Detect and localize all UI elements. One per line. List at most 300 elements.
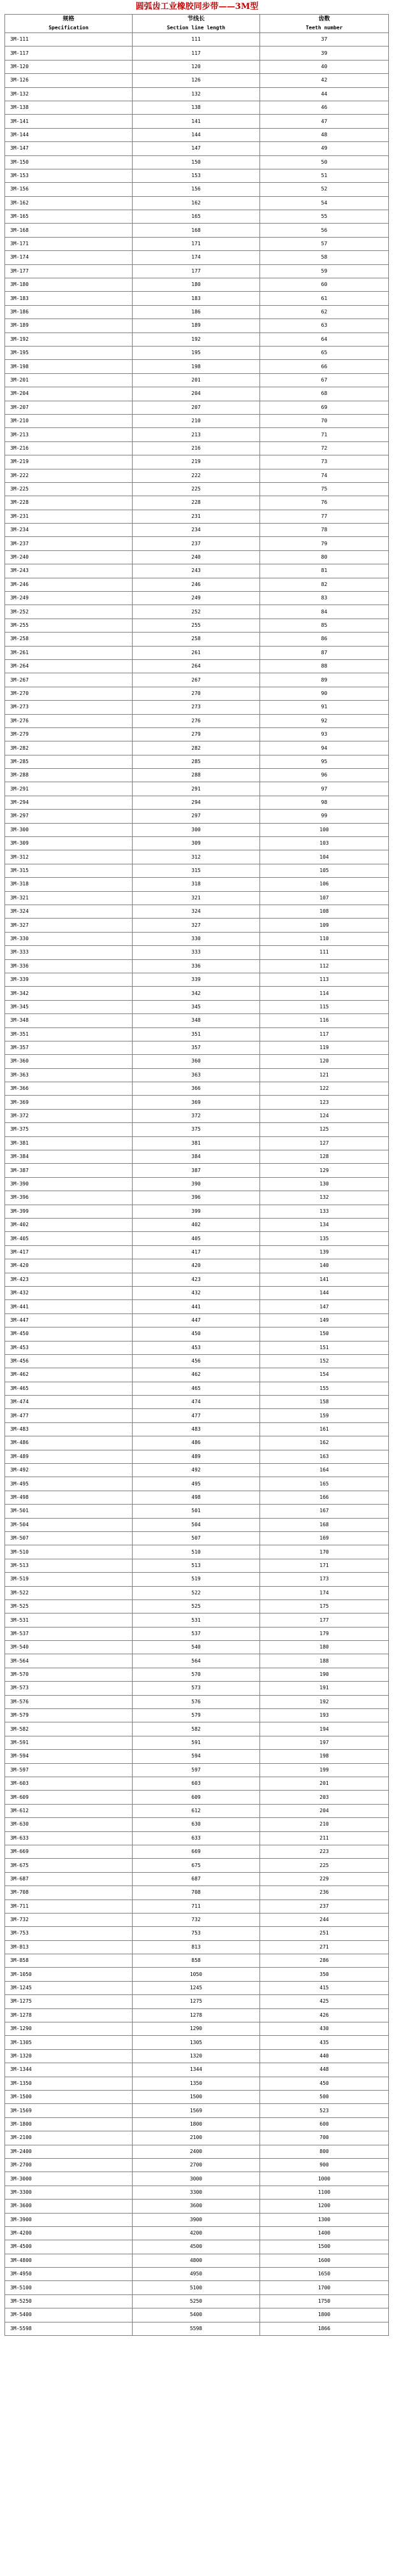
cell-section-length: 477 xyxy=(133,1409,260,1422)
cell-specification: 3M-5400 xyxy=(5,2308,133,2322)
cell-specification: 3M-210 xyxy=(5,414,133,427)
table-row xyxy=(5,891,389,905)
cell-specification: 3M-441 xyxy=(5,1300,133,1313)
cell-teeth-number: 73 xyxy=(260,455,389,469)
cell-specification: 3M-120 xyxy=(5,60,133,73)
cell-section-length: 204 xyxy=(133,387,260,401)
cell-specification: 3M-111 xyxy=(5,33,133,47)
cell-teeth-number: 1200 xyxy=(260,2200,389,2213)
cell-teeth-number: 89 xyxy=(260,673,389,687)
cell-teeth-number: 1700 xyxy=(260,2281,389,2294)
table-row xyxy=(5,319,389,333)
cell-section-length: 168 xyxy=(133,224,260,237)
cell-specification: 3M-207 xyxy=(5,401,133,414)
cell-teeth-number: 1400 xyxy=(260,2226,389,2240)
table-row xyxy=(5,1409,389,1422)
table-row xyxy=(5,496,389,510)
cell-specification: 3M-387 xyxy=(5,1164,133,1177)
cell-specification: 3M-1320 xyxy=(5,2049,133,2063)
cell-specification: 3M-195 xyxy=(5,346,133,359)
cell-section-length: 3900 xyxy=(133,2213,260,2226)
cell-teeth-number: 39 xyxy=(260,47,389,60)
table-row xyxy=(5,482,389,496)
header-len-en: Section line length xyxy=(166,25,226,31)
table-row xyxy=(5,1396,389,1409)
cell-specification: 3M-5100 xyxy=(5,2281,133,2294)
cell-specification: 3M-2700 xyxy=(5,2158,133,2172)
table-row xyxy=(5,183,389,196)
cell-specification: 3M-177 xyxy=(5,264,133,278)
cell-section-length: 519 xyxy=(133,1573,260,1586)
table-row xyxy=(5,646,389,659)
table-row xyxy=(5,128,389,141)
table-row xyxy=(5,1831,389,1845)
cell-teeth-number: 77 xyxy=(260,510,389,523)
cell-section-length: 177 xyxy=(133,264,260,278)
cell-section-length: 633 xyxy=(133,1831,260,1845)
cell-specification: 3M-603 xyxy=(5,1777,133,1791)
cell-teeth-number: 55 xyxy=(260,210,389,224)
cell-section-length: 237 xyxy=(133,537,260,550)
table-row xyxy=(5,1436,389,1450)
cell-section-length: 357 xyxy=(133,1041,260,1054)
cell-specification: 3M-258 xyxy=(5,633,133,646)
cell-section-length: 261 xyxy=(133,646,260,659)
cell-specification: 3M-270 xyxy=(5,687,133,700)
cell-teeth-number: 900 xyxy=(260,2158,389,2172)
cell-specification: 3M-462 xyxy=(5,1368,133,1382)
cell-specification: 3M-390 xyxy=(5,1177,133,1191)
header-specification xyxy=(5,15,133,33)
cell-specification: 3M-3900 xyxy=(5,2213,133,2226)
cell-section-length: 138 xyxy=(133,101,260,114)
table-row xyxy=(5,1791,389,1804)
table-row xyxy=(5,2281,389,2294)
cell-teeth-number: 251 xyxy=(260,1927,389,1940)
cell-specification: 3M-156 xyxy=(5,183,133,196)
cell-section-length: 1278 xyxy=(133,2008,260,2022)
cell-specification: 3M-162 xyxy=(5,196,133,210)
cell-section-length: 420 xyxy=(133,1259,260,1273)
table-row xyxy=(5,550,389,564)
table-row xyxy=(5,1750,389,1763)
cell-section-length: 531 xyxy=(133,1614,260,1627)
cell-teeth-number: 286 xyxy=(260,1954,389,1968)
table-row xyxy=(5,592,389,605)
cell-teeth-number: 201 xyxy=(260,1777,389,1791)
table-row xyxy=(5,155,389,169)
cell-section-length: 369 xyxy=(133,1096,260,1109)
cell-section-length: 222 xyxy=(133,469,260,482)
cell-section-length: 198 xyxy=(133,360,260,373)
table-row xyxy=(5,1422,389,1436)
cell-teeth-number: 173 xyxy=(260,1573,389,1586)
cell-specification: 3M-315 xyxy=(5,864,133,877)
cell-teeth-number: 426 xyxy=(260,2008,389,2022)
cell-section-length: 342 xyxy=(133,987,260,1000)
cell-section-length: 1344 xyxy=(133,2063,260,2077)
cell-teeth-number: 129 xyxy=(260,1164,389,1177)
cell-section-length: 330 xyxy=(133,932,260,945)
table-row xyxy=(5,1273,389,1286)
table-row xyxy=(5,864,389,877)
cell-specification: 3M-597 xyxy=(5,1763,133,1777)
table-row xyxy=(5,1777,389,1791)
cell-specification: 3M-537 xyxy=(5,1627,133,1640)
table-row xyxy=(5,414,389,427)
table-row xyxy=(5,741,389,755)
cell-teeth-number: 106 xyxy=(260,878,389,891)
cell-section-length: 216 xyxy=(133,441,260,455)
cell-teeth-number: 1600 xyxy=(260,2254,389,2267)
cell-teeth-number: 107 xyxy=(260,891,389,905)
cell-teeth-number: 95 xyxy=(260,755,389,768)
cell-specification: 3M-222 xyxy=(5,469,133,482)
cell-teeth-number: 191 xyxy=(260,1682,389,1695)
cell-specification: 3M-501 xyxy=(5,1505,133,1518)
table-row xyxy=(5,101,389,114)
cell-teeth-number: 165 xyxy=(260,1477,389,1491)
cell-section-length: 384 xyxy=(133,1150,260,1164)
cell-specification: 3M-168 xyxy=(5,224,133,237)
table-row xyxy=(5,1464,389,1477)
table-row xyxy=(5,1599,389,1613)
cell-specification: 3M-594 xyxy=(5,1750,133,1763)
table-row xyxy=(5,524,389,537)
table-row xyxy=(5,2240,389,2254)
cell-section-length: 4800 xyxy=(133,2254,260,2267)
table-row xyxy=(5,1818,389,1831)
cell-section-length: 2400 xyxy=(133,2145,260,2158)
cell-teeth-number: 211 xyxy=(260,1831,389,1845)
cell-specification: 3M-858 xyxy=(5,1954,133,1968)
cell-specification: 3M-5598 xyxy=(5,2322,133,2335)
cell-teeth-number: 76 xyxy=(260,496,389,510)
table-row xyxy=(5,2090,389,2103)
cell-section-length: 141 xyxy=(133,115,260,128)
cell-section-length: 1350 xyxy=(133,2077,260,2090)
cell-teeth-number: 58 xyxy=(260,251,389,264)
table-row xyxy=(5,973,389,986)
cell-section-length: 231 xyxy=(133,510,260,523)
cell-specification: 3M-150 xyxy=(5,155,133,169)
cell-specification: 3M-300 xyxy=(5,823,133,836)
table-row xyxy=(5,2186,389,2199)
cell-specification: 3M-1500 xyxy=(5,2090,133,2103)
cell-section-length: 324 xyxy=(133,905,260,919)
table-row xyxy=(5,1872,389,1885)
cell-section-length: 4200 xyxy=(133,2226,260,2240)
table-row xyxy=(5,714,389,727)
table-row xyxy=(5,1082,389,1096)
table-row xyxy=(5,1709,389,1722)
cell-specification: 3M-5250 xyxy=(5,2294,133,2308)
cell-specification: 3M-405 xyxy=(5,1232,133,1245)
header-spec-cn: 规格 xyxy=(62,16,75,22)
cell-specification: 3M-531 xyxy=(5,1614,133,1627)
cell-section-length: 708 xyxy=(133,1886,260,1900)
cell-specification: 3M-228 xyxy=(5,496,133,510)
cell-teeth-number: 109 xyxy=(260,919,389,932)
cell-section-length: 117 xyxy=(133,47,260,60)
cell-specification: 3M-231 xyxy=(5,510,133,523)
cell-teeth-number: 210 xyxy=(260,1818,389,1831)
cell-teeth-number: 92 xyxy=(260,714,389,727)
cell-section-length: 675 xyxy=(133,1859,260,1872)
table-row xyxy=(5,1968,389,1981)
table-row xyxy=(5,1859,389,1872)
table-row xyxy=(5,796,389,809)
cell-specification: 3M-276 xyxy=(5,714,133,727)
cell-teeth-number: 127 xyxy=(260,1136,389,1150)
cell-teeth-number: 448 xyxy=(260,2063,389,2077)
cell-teeth-number: 124 xyxy=(260,1109,389,1122)
cell-section-length: 582 xyxy=(133,1722,260,1736)
cell-section-length: 312 xyxy=(133,850,260,864)
table-row xyxy=(5,987,389,1000)
cell-teeth-number: 79 xyxy=(260,537,389,550)
cell-specification: 3M-489 xyxy=(5,1450,133,1463)
cell-teeth-number: 1866 xyxy=(260,2322,389,2335)
cell-section-length: 327 xyxy=(133,919,260,932)
cell-section-length: 504 xyxy=(133,1518,260,1531)
cell-teeth-number: 1000 xyxy=(260,2172,389,2186)
cell-teeth-number: 135 xyxy=(260,1232,389,1245)
cell-teeth-number: 96 xyxy=(260,769,389,782)
cell-section-length: 339 xyxy=(133,973,260,986)
cell-specification: 3M-309 xyxy=(5,837,133,850)
cell-teeth-number: 108 xyxy=(260,905,389,919)
cell-section-length: 219 xyxy=(133,455,260,469)
table-row xyxy=(5,1068,389,1082)
cell-teeth-number: 59 xyxy=(260,264,389,278)
header-teeth-number xyxy=(260,15,389,33)
cell-teeth-number: 85 xyxy=(260,619,389,632)
cell-specification: 3M-564 xyxy=(5,1654,133,1668)
cell-teeth-number: 120 xyxy=(260,1055,389,1068)
table-row xyxy=(5,2008,389,2022)
cell-specification: 3M-165 xyxy=(5,210,133,224)
cell-specification: 3M-630 xyxy=(5,1818,133,1831)
cell-section-length: 309 xyxy=(133,837,260,850)
table-row xyxy=(5,1940,389,1954)
cell-specification: 3M-294 xyxy=(5,796,133,809)
cell-specification: 3M-753 xyxy=(5,1927,133,1940)
table-row xyxy=(5,1900,389,1913)
cell-section-length: 537 xyxy=(133,1627,260,1640)
table-row xyxy=(5,264,389,278)
table-row xyxy=(5,1313,389,1327)
cell-section-length: 210 xyxy=(133,414,260,427)
cell-specification: 3M-1290 xyxy=(5,2022,133,2036)
table-row xyxy=(5,169,389,182)
table-row xyxy=(5,2117,389,2131)
table-row xyxy=(5,1954,389,1968)
table-row xyxy=(5,2036,389,2049)
cell-specification: 3M-333 xyxy=(5,946,133,959)
cell-section-length: 162 xyxy=(133,196,260,210)
cell-teeth-number: 139 xyxy=(260,1245,389,1259)
cell-specification: 3M-591 xyxy=(5,1736,133,1749)
table-row xyxy=(5,1668,389,1681)
cell-section-length: 351 xyxy=(133,1027,260,1041)
cell-section-length: 3300 xyxy=(133,2186,260,2199)
cell-specification: 3M-417 xyxy=(5,1245,133,1259)
table-row xyxy=(5,1641,389,1654)
cell-teeth-number: 1500 xyxy=(260,2240,389,2254)
cell-specification: 3M-174 xyxy=(5,251,133,264)
cell-section-length: 486 xyxy=(133,1436,260,1450)
table-row xyxy=(5,115,389,128)
cell-teeth-number: 65 xyxy=(260,346,389,359)
table-row xyxy=(5,1531,389,1545)
cell-specification: 3M-171 xyxy=(5,237,133,250)
cell-section-length: 576 xyxy=(133,1695,260,1708)
cell-section-length: 174 xyxy=(133,251,260,264)
cell-section-length: 540 xyxy=(133,1641,260,1654)
cell-teeth-number: 147 xyxy=(260,1300,389,1313)
cell-section-length: 390 xyxy=(133,1177,260,1191)
cell-teeth-number: 49 xyxy=(260,142,389,155)
table-row xyxy=(5,701,389,714)
cell-teeth-number: 1300 xyxy=(260,2213,389,2226)
cell-teeth-number: 105 xyxy=(260,864,389,877)
cell-section-length: 525 xyxy=(133,1599,260,1613)
header-teeth-en: Teeth number xyxy=(305,25,343,31)
cell-section-length: 2100 xyxy=(133,2131,260,2145)
table-row xyxy=(5,1096,389,1109)
cell-teeth-number: 425 xyxy=(260,1995,389,2008)
cell-specification: 3M-345 xyxy=(5,1000,133,1013)
cell-section-length: 579 xyxy=(133,1709,260,1722)
table-row xyxy=(5,1913,389,1926)
cell-teeth-number: 154 xyxy=(260,1368,389,1382)
table-row xyxy=(5,1259,389,1273)
cell-section-length: 753 xyxy=(133,1927,260,1940)
cell-teeth-number: 125 xyxy=(260,1123,389,1136)
cell-teeth-number: 500 xyxy=(260,2090,389,2103)
cell-teeth-number: 104 xyxy=(260,850,389,864)
cell-section-length: 246 xyxy=(133,578,260,591)
table-row xyxy=(5,1354,389,1368)
cell-specification: 3M-225 xyxy=(5,482,133,496)
cell-teeth-number: 198 xyxy=(260,1750,389,1763)
cell-specification: 3M-1350 xyxy=(5,2077,133,2090)
cell-specification: 3M-687 xyxy=(5,1872,133,1885)
table-row xyxy=(5,537,389,550)
cell-teeth-number: 121 xyxy=(260,1068,389,1082)
cell-teeth-number: 51 xyxy=(260,169,389,182)
cell-specification: 3M-336 xyxy=(5,959,133,973)
cell-teeth-number: 103 xyxy=(260,837,389,850)
cell-section-length: 3000 xyxy=(133,2172,260,2186)
cell-teeth-number: 164 xyxy=(260,1464,389,1477)
cell-section-length: 228 xyxy=(133,496,260,510)
cell-specification: 3M-432 xyxy=(5,1286,133,1299)
cell-section-length: 456 xyxy=(133,1354,260,1368)
table-row xyxy=(5,1150,389,1164)
cell-specification: 3M-186 xyxy=(5,305,133,318)
cell-teeth-number: 56 xyxy=(260,224,389,237)
cell-section-length: 603 xyxy=(133,1777,260,1791)
cell-teeth-number: 82 xyxy=(260,578,389,591)
cell-teeth-number: 130 xyxy=(260,1177,389,1191)
cell-section-length: 201 xyxy=(133,373,260,387)
cell-teeth-number: 113 xyxy=(260,973,389,986)
cell-specification: 3M-1569 xyxy=(5,2104,133,2117)
cell-teeth-number: 80 xyxy=(260,550,389,564)
cell-section-length: 264 xyxy=(133,659,260,673)
cell-specification: 3M-363 xyxy=(5,1068,133,1082)
cell-specification: 3M-342 xyxy=(5,987,133,1000)
cell-section-length: 144 xyxy=(133,128,260,141)
cell-specification: 3M-498 xyxy=(5,1491,133,1504)
table-row xyxy=(5,278,389,292)
cell-section-length: 126 xyxy=(133,74,260,87)
cell-teeth-number: 179 xyxy=(260,1627,389,1640)
cell-specification: 3M-216 xyxy=(5,441,133,455)
cell-specification: 3M-708 xyxy=(5,1886,133,1900)
cell-teeth-number: 116 xyxy=(260,1014,389,1027)
cell-teeth-number: 193 xyxy=(260,1709,389,1722)
cell-specification: 3M-201 xyxy=(5,373,133,387)
cell-specification: 3M-507 xyxy=(5,1531,133,1545)
cell-teeth-number: 271 xyxy=(260,1940,389,1954)
cell-section-length: 225 xyxy=(133,482,260,496)
table-row xyxy=(5,60,389,73)
cell-section-length: 5100 xyxy=(133,2281,260,2294)
cell-section-length: 348 xyxy=(133,1014,260,1027)
table-row xyxy=(5,2213,389,2226)
table-row xyxy=(5,1164,389,1177)
cell-specification: 3M-1278 xyxy=(5,2008,133,2022)
cell-specification: 3M-669 xyxy=(5,1845,133,1858)
cell-section-length: 423 xyxy=(133,1273,260,1286)
table-row xyxy=(5,2172,389,2186)
cell-section-length: 453 xyxy=(133,1341,260,1354)
cell-section-length: 489 xyxy=(133,1450,260,1463)
table-row xyxy=(5,605,389,619)
table-row xyxy=(5,823,389,836)
cell-section-length: 375 xyxy=(133,1123,260,1136)
cell-teeth-number: 71 xyxy=(260,428,389,441)
cell-specification: 3M-285 xyxy=(5,755,133,768)
cell-specification: 3M-504 xyxy=(5,1518,133,1531)
cell-section-length: 612 xyxy=(133,1804,260,1817)
table-row xyxy=(5,387,389,401)
cell-specification: 3M-369 xyxy=(5,1096,133,1109)
table-row xyxy=(5,2200,389,2213)
cell-teeth-number: 225 xyxy=(260,1859,389,1872)
cell-specification: 3M-141 xyxy=(5,115,133,128)
cell-section-length: 234 xyxy=(133,524,260,537)
table-row xyxy=(5,2104,389,2117)
cell-specification: 3M-3600 xyxy=(5,2200,133,2213)
table-row xyxy=(5,1300,389,1313)
cell-section-length: 153 xyxy=(133,169,260,182)
table-row xyxy=(5,1614,389,1627)
cell-teeth-number: 94 xyxy=(260,741,389,755)
table-row xyxy=(5,401,389,414)
cell-specification: 3M-423 xyxy=(5,1273,133,1286)
cell-specification: 3M-579 xyxy=(5,1709,133,1722)
cell-specification: 3M-339 xyxy=(5,973,133,986)
cell-specification: 3M-180 xyxy=(5,278,133,292)
cell-section-length: 495 xyxy=(133,1477,260,1491)
table-row xyxy=(5,1722,389,1736)
cell-specification: 3M-1050 xyxy=(5,1968,133,1981)
cell-teeth-number: 158 xyxy=(260,1396,389,1409)
